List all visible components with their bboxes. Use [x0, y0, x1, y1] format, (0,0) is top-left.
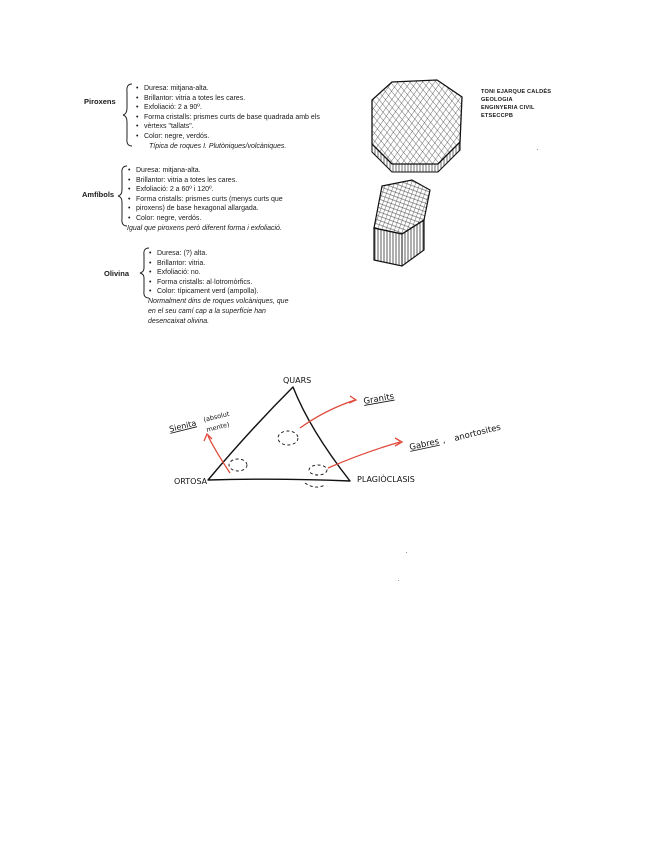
prop-crystal-form-cont: • vèrtexs "tallats".: [135, 122, 320, 132]
note-piroxens: Típica de roques I. Plutòniques/volcàniques.: [149, 143, 287, 150]
note-olivina-line2: en el seu camí cap a la superfície han: [148, 308, 266, 315]
vertex-ortosa-label: ORTOSA: [174, 477, 208, 486]
label-sienita: Sienita: [168, 418, 198, 434]
gabbro-field: [309, 465, 327, 475]
arrowhead-granits: [349, 396, 356, 403]
prop-cleavage: • Exfoliació: 2 a 90º.: [135, 103, 320, 113]
props-olivina: [148, 249, 259, 297]
author-subject: GEOLOGIA: [481, 97, 513, 103]
props-amfibols: [127, 166, 283, 224]
ternary-diagram: [150, 370, 530, 500]
mineral-name-piroxens: Piroxens: [84, 97, 116, 106]
prop-color: • Color: típicament verd (ampolla).: [148, 287, 259, 297]
granite-field: [278, 431, 298, 445]
syenite-field: [229, 459, 247, 471]
prop-crystal-form: • Forma cristalls: al·lotromòrfics.: [148, 278, 259, 288]
prop-crystal-form: • Forma cristalls: prismes curts de base quadrada amb els: [135, 113, 320, 123]
arrow-gabres: [328, 442, 400, 468]
prop-luster: • Brillantor: vitria.: [148, 259, 259, 269]
prop-hardness: • Duresa: mitjana-alta.: [135, 84, 320, 94]
stray-dot: [406, 552, 407, 553]
label-anortosites: anortosites: [453, 422, 502, 444]
note-amfibols: Igual que piroxens però diferent forma i exfoliació.: [127, 225, 282, 232]
prop-cleavage: • Exfoliació: no.: [148, 268, 259, 278]
pyroxene-crystal-sketch: [362, 72, 472, 182]
prop-hardness: • Duresa: (?) alta.: [148, 249, 259, 259]
author-name: TONI EJARQUE CALDÉS: [481, 89, 552, 95]
arrows: [204, 396, 402, 473]
stray-dot: [537, 149, 538, 150]
prop-hardness: • Duresa: mitjana-alta.: [127, 166, 283, 176]
note-olivina-line1: Normalment dins de roques volcàniques, que: [148, 298, 289, 305]
mineral-name-amfibols: Amfíbols: [82, 190, 115, 199]
label-sienita-note2: mente): [205, 420, 231, 434]
props-piroxens: [135, 84, 320, 142]
prop-luster: • Brillantor: vitria a totes les cares.: [135, 94, 320, 104]
arrowhead-sienita: [204, 434, 212, 441]
ternary-triangle: [205, 387, 350, 481]
mineral-name-olivina: Olivina: [104, 269, 130, 278]
prop-luster: • Brillantor: vitria a totes les cares.: [127, 176, 283, 186]
label-granits: Granits: [362, 391, 395, 407]
prop-crystal-form-cont: • piroxens) de base hexagonal allargada.: [127, 204, 283, 214]
prop-color: • Color: negre, verdós.: [127, 214, 283, 224]
label-comma: ,: [441, 435, 447, 446]
label-gabres: Gabres: [408, 436, 441, 453]
prop-color: • Color: negre, verdós.: [135, 132, 320, 142]
prop-crystal-form: • Forma cristalls: prismes curts (menys curts que: [127, 195, 283, 205]
prop-cleavage: • Exfoliació: 2 a 60º i 120º.: [127, 185, 283, 195]
author-school: ETSECCPB: [481, 113, 514, 119]
author-block: [481, 88, 551, 120]
note-olivina-line3: desencaixat olivina.: [148, 318, 210, 325]
arrow-granits: [300, 400, 355, 428]
anorthosite-field: [305, 483, 325, 487]
author-degree: ENGINYERIA CIVIL: [481, 105, 535, 111]
label-sienita-note1: (absolut: [202, 409, 231, 424]
stray-dot: [398, 580, 399, 581]
amphibole-crystal-sketch: [362, 178, 442, 270]
brace-piroxens: [122, 82, 136, 148]
vertex-quars-label: QUARS: [283, 376, 312, 385]
vertex-plagioclasis-label: PLAGIÒCLASIS: [357, 475, 415, 484]
